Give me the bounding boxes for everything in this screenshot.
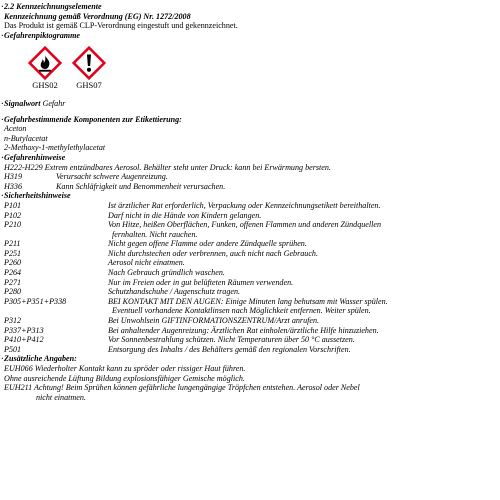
- safety-text: Aerosol nicht einatmen.: [108, 258, 185, 268]
- safety-statement: [4, 297, 496, 307]
- safety-code: P260: [4, 258, 22, 268]
- safety-statement: [4, 249, 496, 259]
- ventilation-note: Ohne ausreichende Lüftung Bildung explosionsfähiger Gemische möglich.: [4, 373, 245, 383]
- regulation-text: Das Produkt ist gemäß CLP-Verordnung eingestuft und gekennzeichnet.: [4, 21, 238, 31]
- safety-text: BEI KONTAKT MIT DEN AUGEN: Einige Minuten lang behutsam mit Wasser spülen.: [108, 296, 388, 306]
- safety-statement: [4, 287, 496, 297]
- components-heading: Gefahrbestimmende Komponenten zur Etikettierung:: [4, 114, 182, 124]
- safety-code: P102: [4, 210, 22, 220]
- hazard-heading-row: [1, 152, 496, 163]
- safety-statement: [4, 326, 496, 336]
- safety-text: Entsorgung des Inhalts / des Behälters gemäß den regionalen Vorschriften.: [108, 344, 351, 354]
- safety-text: Nach Gebrauch gründlich waschen.: [108, 268, 225, 278]
- hazard-statement: [4, 163, 496, 173]
- safety-statement: [4, 239, 496, 249]
- section-heading-row: [1, 2, 496, 12]
- bullet-mark: ·: [1, 114, 4, 124]
- safety-text: Nur im Freien oder in gut belüfteten Räumen verwenden.: [108, 277, 294, 287]
- hazard-text: Extrem entzündbares Aerosol. Behälter steht unter Druck: kann bei Erwärmung bersten.: [44, 162, 331, 172]
- bullet-mark: ·: [1, 152, 4, 162]
- pictogram-ghs07: [70, 46, 108, 91]
- safety-code: P312: [4, 316, 22, 326]
- safety-code: P280: [4, 287, 22, 297]
- pictograms-heading: Gefahrenpiktogramme: [4, 30, 80, 40]
- additional-heading: Zusätzliche Angaben:: [4, 354, 77, 364]
- label-elements-section: [1, 2, 496, 402]
- safety-text: Darf nicht in die Hände von Kindern gelangen.: [108, 210, 262, 220]
- safety-code: P305+P351+P338: [4, 296, 67, 306]
- safety-statement: [4, 220, 496, 230]
- hazard-heading: Gefahrenhinweise: [4, 152, 66, 162]
- safety-code: P101: [4, 200, 22, 210]
- component-item: n-Butylacetat: [4, 133, 48, 143]
- bullet-mark: ·: [1, 354, 4, 364]
- safety-text-continued: Eventuell vorhandene Kontaktlinsen nach Möglichkeit entfernen. Weiter spülen.: [112, 306, 371, 316]
- safety-statement: [4, 335, 496, 345]
- safety-statement: [4, 258, 496, 268]
- bullet-mark: ·: [1, 2, 4, 11]
- pictograms-heading-row: [1, 30, 496, 41]
- bullet-mark: ·: [1, 30, 4, 40]
- hazard-code: H336: [4, 181, 22, 191]
- safety-text: Vor Sonnenbestrahlung schützen. Nicht Temperaturen über 50 °C aussetzen.: [108, 335, 355, 345]
- pictogram-code: GHS07: [76, 80, 102, 91]
- signal-word-label: Signalwort: [4, 98, 41, 108]
- components-heading-row: [1, 114, 496, 125]
- safety-statement: [4, 268, 496, 278]
- safety-text: Von Hitze, heißen Oberflächen, Funken, offenen Flammen und anderen Zündquellen: [108, 220, 382, 230]
- pictogram-ghs02: [26, 46, 64, 91]
- bullet-mark: ·: [1, 191, 4, 201]
- safety-code: P211: [4, 239, 21, 249]
- safety-statement: [4, 316, 496, 326]
- signal-word-value: Gefahr: [42, 98, 66, 108]
- safety-text: Bei Unwohlsein GIFTINFORMATIONSZENTRUM/Arzt anrufen.: [108, 316, 320, 326]
- pictogram-code: GHS02: [32, 80, 58, 91]
- safety-code: P271: [4, 277, 22, 287]
- component-item: Aceton: [4, 124, 27, 134]
- section-heading: 2.2 Kennzeichnungselemente: [4, 2, 102, 11]
- hazard-code: H319: [4, 172, 22, 182]
- regulation-heading: Kennzeichnung gemäß Verordnung (EG) Nr. 1272/2008: [4, 11, 191, 21]
- safety-code: P251: [4, 248, 22, 258]
- hazard-text: Verursacht schwere Augenreizung.: [56, 172, 168, 182]
- safety-text: Nicht durchstechen oder verbrennen, auch nicht nach Gebrauch.: [108, 248, 319, 258]
- hazard-statement: [4, 172, 496, 182]
- safety-text: Bei anhaltender Augenreizung: Ärztlichen Rat einholen/ärztliche Hilfe hinzuziehen.: [108, 325, 379, 335]
- hazard-code: H222-H229: [4, 162, 43, 172]
- safety-text: Nicht gegen offene Flamme oder andere Zündquelle sprühen.: [108, 239, 307, 249]
- safety-statement: [4, 278, 496, 288]
- euh211-statement: EUH211 Achtung! Beim Sprühen können gefährliche lungengängige Tröpfchen entstehen. Aerosol oder Nebel: [4, 383, 360, 393]
- hazard-statement: [4, 182, 496, 192]
- bullet-mark: ·: [1, 98, 4, 108]
- safety-statement: [4, 345, 496, 355]
- hazard-text: Kann Schläfrigkeit und Benommenheit verursachen.: [56, 181, 226, 191]
- safety-statement: [4, 201, 496, 211]
- pictogram-group: [4, 46, 496, 91]
- safety-text: Schutzhandschuhe / Augenschutz tragen.: [108, 287, 241, 297]
- signal-word-row: [1, 98, 496, 109]
- safety-code: P501: [4, 344, 22, 354]
- safety-code: P337+P313: [4, 325, 44, 335]
- euh211-statement-continued: nicht einatmen.: [36, 392, 86, 402]
- safety-text: Ist ärztlicher Rat erforderlich, Verpackung oder Kennzeichnungsetikett bereithalten.: [108, 200, 381, 210]
- euh066-statement: EUH066 Wiederholter Kontakt kann zu spröder oder rissiger Haut führen.: [4, 364, 246, 373]
- safety-heading: Sicherheitshinweise: [4, 191, 71, 201]
- safety-statement: [4, 211, 496, 221]
- safety-heading-row: [1, 191, 496, 201]
- safety-code: P264: [4, 268, 22, 278]
- component-item: 2-Methoxy-1-methylethylacetat: [4, 143, 106, 153]
- safety-code: P410+P412: [4, 335, 44, 345]
- exclamation-icon: [72, 46, 106, 80]
- flame-icon: [28, 46, 62, 80]
- additional-heading-row: [1, 354, 496, 364]
- safety-text-continued: fernhalten. Nicht rauchen.: [112, 229, 198, 239]
- safety-code: P210: [4, 220, 22, 230]
